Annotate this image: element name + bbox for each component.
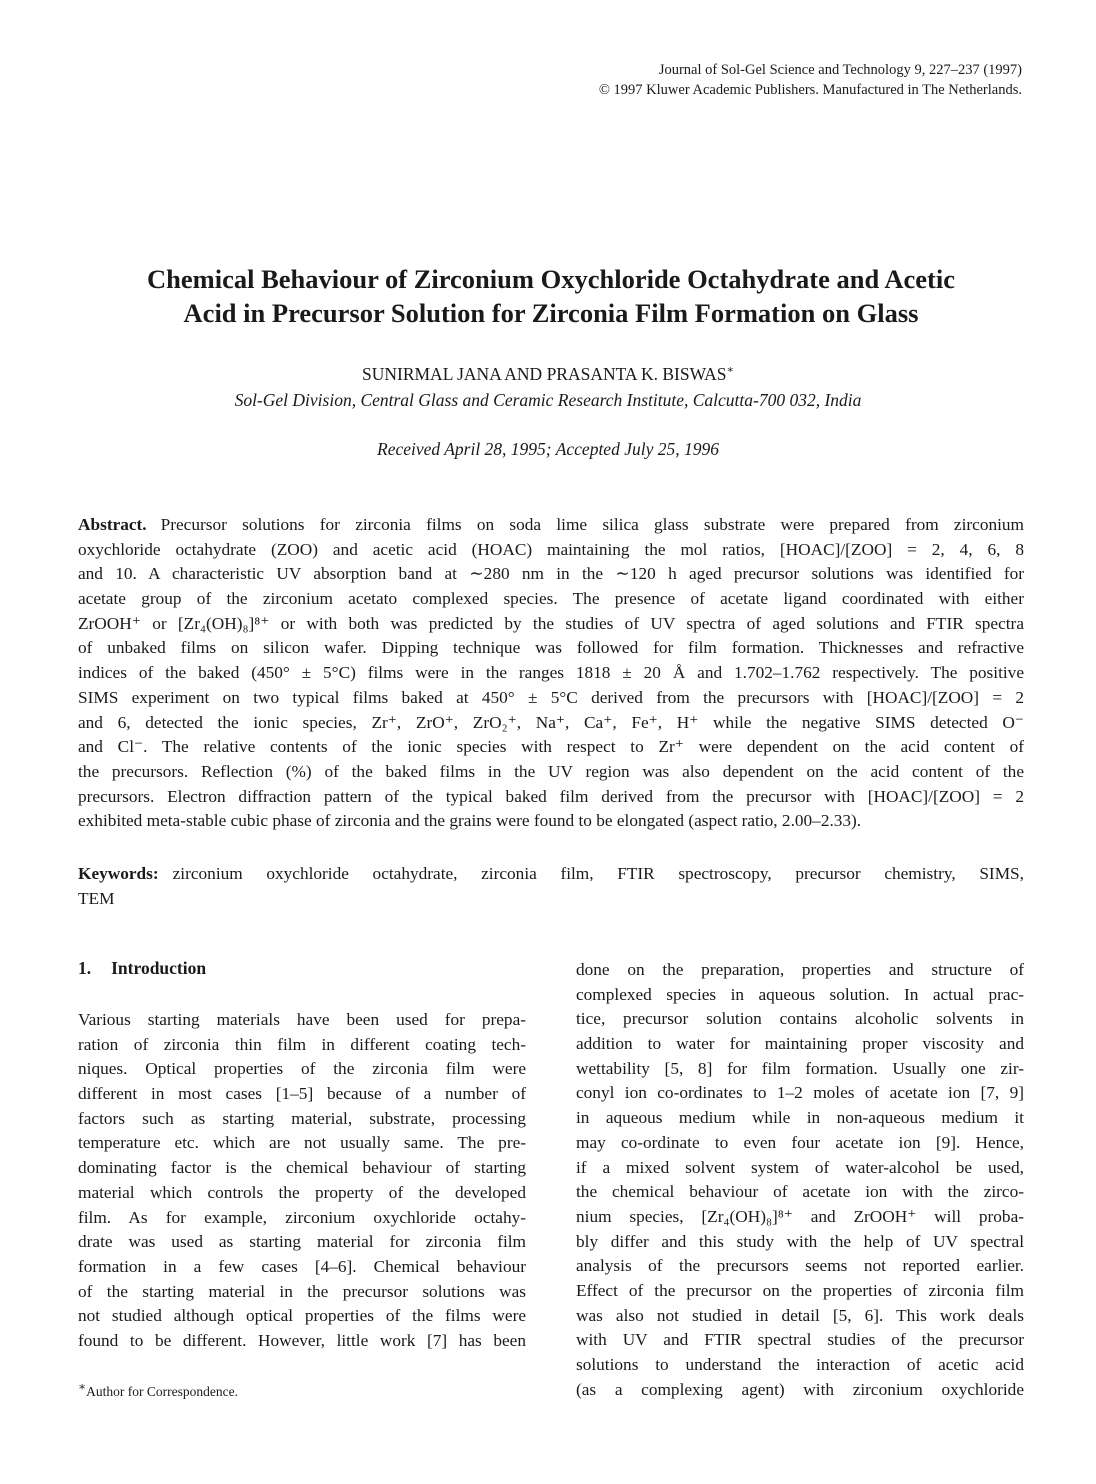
body-line: analysis of the precursors seems not reported earlier. [576,1256,1024,1276]
body-line: wettability [5, 8] for film formation. Usually one zir- [576,1058,1024,1078]
abstract-line: and 10. A characteristic UV absorption band at ∼280 nm in the ∼120 h aged precursor solutions was identified for [78,564,1024,584]
section-heading [78,958,206,979]
abstract-line: Abstract. Precursor solutions for zirconia films on soda lime silica glass substrate were prepared from zirconium [78,515,1024,534]
body-line: with UV and FTIR spectral studies of the precursor [576,1330,1024,1350]
body-line: of the starting material in the precursor solutions was [78,1281,526,1301]
body-line: formation in a few cases [4–6]. Chemical behaviour [78,1256,526,1276]
body-line: may co-ordinate to even four acetate ion [9]. Hence, [576,1132,1024,1152]
author-footnote-mark: ∗ [726,364,735,377]
abstract-line: of unbaked films on silicon wafer. Dipping technique was followed for film formation. Thicknesses and refractive [78,638,1024,658]
body-line: Effect of the precursor on the properties of zirconia film [576,1280,1024,1300]
footnote [78,1379,238,1400]
affiliation: Sol-Gel Division, Central Glass and Ceramic Research Institute, Calcutta-700 032, India [234,390,862,410]
keywords-line: Keywords: zirconium oxychloride octahydrate, zirconia film, FTIR spectroscopy, precursor chemistry, SIMS, [78,864,1024,883]
abstract-line: SIMS experiment on two typical films baked at 450° ± 5°C derived from the precursors with [HOAC]/[ZOO] = 2 [78,687,1024,707]
body-line: if a mixed solvent system of water-alcohol be used, [576,1157,1024,1177]
left-column-text [78,1008,526,1354]
abstract-line: and 6, detected the ionic species, Zr⁺, ZrO⁺, ZrO₂⁺, Na⁺, Ca⁺, Fe⁺, H⁺ while the negative SIMS detected O⁻ [78,712,1024,732]
section-title: Introduction [111,958,207,978]
body-line: temperature etc. which are not usually same. The pre- [78,1133,526,1153]
body-line: niques. Optical properties of the zirconia film were [78,1059,526,1079]
title-line-1: Chemical Behaviour of Zirconium Oxychloride Octahydrate and Acetic [147,264,955,294]
body-line: solutions to understand the interaction of acetic acid [576,1355,1024,1374]
copyright-notice: © 1997 Kluwer Academic Publishers. Manufactured in The Netherlands. [598,82,1022,98]
abstract-line: oxychloride octahydrate (ZOO) and acetic acid (HOAC) maintaining the mol ratios, [HOAC]/[ZOO] = 2, 4, 6, 8 [78,539,1024,559]
right-column-text [576,958,1024,1402]
footnote-text: Author for Correspondence. [86,1384,238,1399]
abstract-line: and Cl⁻. The relative contents of the ionic species with respect to Zr⁺ were dependent on the acid content of [78,737,1024,757]
abstract-line: precursors. Electron diffraction pattern of the typical baked film derived from the precursor with [HOAC]/[ZOO] = 2 [78,786,1024,806]
abstract-line: exhibited meta-stable cubic phase of zirconia and the grains were found to be elongated (aspect ratio, 2.00–2.33). [78,811,862,831]
body-line: in aqueous medium while in non-aqueous medium it [576,1108,1024,1128]
body-line: the chemical behaviour of acetate ion with the zirco- [576,1182,1024,1202]
abstract-line: indices of the baked (450° ± 5°C) films were in the ranges 1818 ± 20 Å and 1.702–1.762 respectively. The positive [78,663,1024,683]
body-line: Various starting materials have been used for prepa- [78,1010,526,1029]
body-line: ration of zirconia thin film in different coating tech- [78,1034,526,1054]
body-line: material which controls the property of the developed [78,1182,526,1202]
journal-citation: Journal of Sol-Gel Science and Technology 9, 227–237 (1997) [658,62,1022,78]
body-line: addition to water for maintaining proper viscosity and [576,1034,1024,1054]
body-line: factors such as starting material, substrate, processing [78,1108,526,1128]
body-line: done on the preparation, properties and structure of [576,960,1024,979]
abstract-line: acetate group of the zirconium acetato complexed species. The presence of acetate ligand coordinated with either [78,589,1024,609]
body-line: tice, precursor solution contains alcoholic solvents in [576,1009,1024,1029]
body-line: dominating factor is the chemical behaviour of starting [78,1158,526,1178]
abstract-line: the precursors. Reflection (%) of the baked films in the UV region was also dependent on the acid content of the [78,761,1024,781]
body-line: film. As for example, zirconium oxychloride octahy- [78,1207,526,1227]
keywords-line: TEM [78,888,115,908]
body-line: complexed species in aqueous solution. In actual prac- [576,984,1024,1004]
keywords [78,862,1024,911]
abstract [78,513,1024,834]
journal-header [599,60,1022,100]
author-names: SUNIRMAL JANA AND PRASANTA K. BISWAS [361,364,727,384]
body-line: drate was used as starting material for zirconia film [78,1232,526,1252]
body-line: conyl ion co-ordinates to 1–2 moles of acetate ion [7, 9] [576,1083,1024,1103]
title-line-2: Acid in Precursor Solution for Zirconia Film Formation on Glass [183,298,919,328]
author-list [0,364,1096,385]
body-line: nium species, [Zr₄(OH)₈]⁸⁺ and ZrOOH⁺ will proba- [576,1206,1024,1226]
abstract-label: Abstract. [78,515,147,534]
body-line: different in most cases [1–5] because of a number of [78,1084,526,1104]
footnote-mark: ∗ [78,1379,87,1394]
section-number: 1. [78,958,92,978]
body-line: was also not studied in detail [5, 6]. This work deals [576,1305,1024,1325]
body-line: not studied although optical properties of the films were [78,1306,526,1326]
received-dates: Received April 28, 1995; Accepted July 25, 1996 [377,439,719,459]
article-title [60,262,1042,330]
abstract-line: ZrOOH⁺ or [Zr₄(OH)₈]⁸⁺ or with both was predicted by the studies of UV spectra of aged solutions and FTIR spectra [78,613,1024,633]
keywords-label: Keywords: [78,864,159,883]
body-line: (as a complexing agent) with zirconium oxychloride [576,1379,1024,1399]
body-line: bly differ and this study with the help of UV spectral [576,1231,1024,1251]
body-line: found to be different. However, little work [7] has been [78,1330,526,1350]
